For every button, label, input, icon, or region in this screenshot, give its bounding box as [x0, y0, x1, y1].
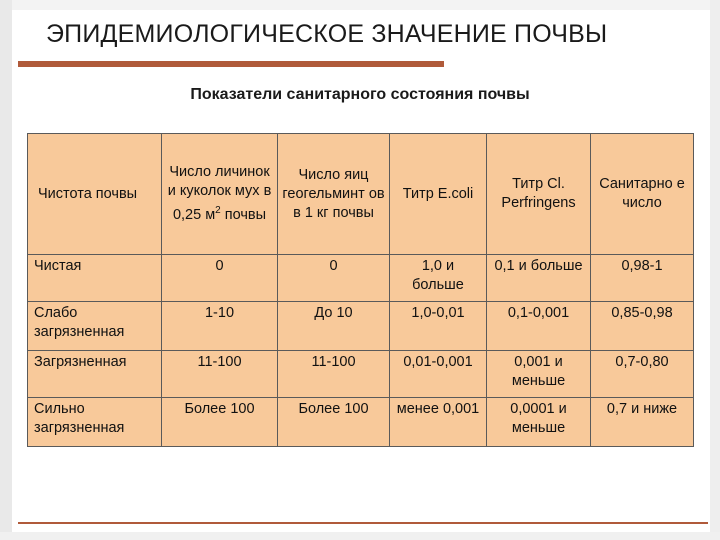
table-row — [28, 351, 694, 398]
row-label: Слабо загрязненная — [28, 302, 162, 351]
header-helminth-eggs: Число яиц геогельминт ов в 1 кг почвы — [278, 134, 390, 255]
table-cell: 1,0 и больше — [390, 255, 487, 302]
header-perfringens-titer: Титр Cl. Perfringens — [487, 134, 591, 255]
table-cell: менее 0,001 — [390, 398, 487, 447]
row-label: Сильно загрязненная — [28, 398, 162, 447]
table-cell: 1-10 — [162, 302, 278, 351]
slide-title: ЭПИДЕМИОЛОГИЧЕСКОЕ ЗНАЧЕНИЕ ПОЧВЫ — [46, 20, 608, 48]
table-cell: 1,0-0,01 — [390, 302, 487, 351]
title-underline — [18, 61, 444, 67]
table-cell: 0,7 и ниже — [591, 398, 694, 447]
frame-right-border — [710, 0, 720, 540]
header-sanitary-number: Санитарно е число — [591, 134, 694, 255]
table-cell: 0,98-1 — [591, 255, 694, 302]
table-cell: Более 100 — [162, 398, 278, 447]
table-cell: 11-100 — [162, 351, 278, 398]
frame-top-border — [12, 0, 720, 10]
row-label: Загрязненная — [28, 351, 162, 398]
table-cell: 0,1-0,001 — [487, 302, 591, 351]
table-cell: 0,1 и больше — [487, 255, 591, 302]
header-fly-larvae: Число личинок и куколок мух в 0,25 $м^2$ почвы — [162, 134, 278, 255]
table-cell: 0,7-0,80 — [591, 351, 694, 398]
header-ecoli-titer: Титр E.coli — [390, 134, 487, 255]
table-row — [28, 255, 694, 302]
table-cell: 0,0001 и меньше — [487, 398, 591, 447]
table-header-row — [28, 134, 694, 255]
frame-left-border — [0, 0, 12, 540]
soil-sanitary-table — [27, 133, 694, 447]
table-cell: 0,85-0,98 — [591, 302, 694, 351]
table-cell: 0 — [278, 255, 390, 302]
table-cell: 11-100 — [278, 351, 390, 398]
table-subtitle: Показатели санитарного состояния почвы — [190, 86, 530, 103]
table-row — [28, 302, 694, 351]
bottom-rule — [18, 522, 708, 524]
row-label: Чистая — [28, 255, 162, 302]
table-cell: 0,01-0,001 — [390, 351, 487, 398]
table-row — [28, 398, 694, 447]
header-soil-purity: Чистота почвы — [28, 134, 162, 255]
table-cell: До 10 — [278, 302, 390, 351]
table-cell: 0 — [162, 255, 278, 302]
table-cell: Более 100 — [278, 398, 390, 447]
table-cell: 0,001 и меньше — [487, 351, 591, 398]
frame-bottom-border — [0, 532, 720, 540]
